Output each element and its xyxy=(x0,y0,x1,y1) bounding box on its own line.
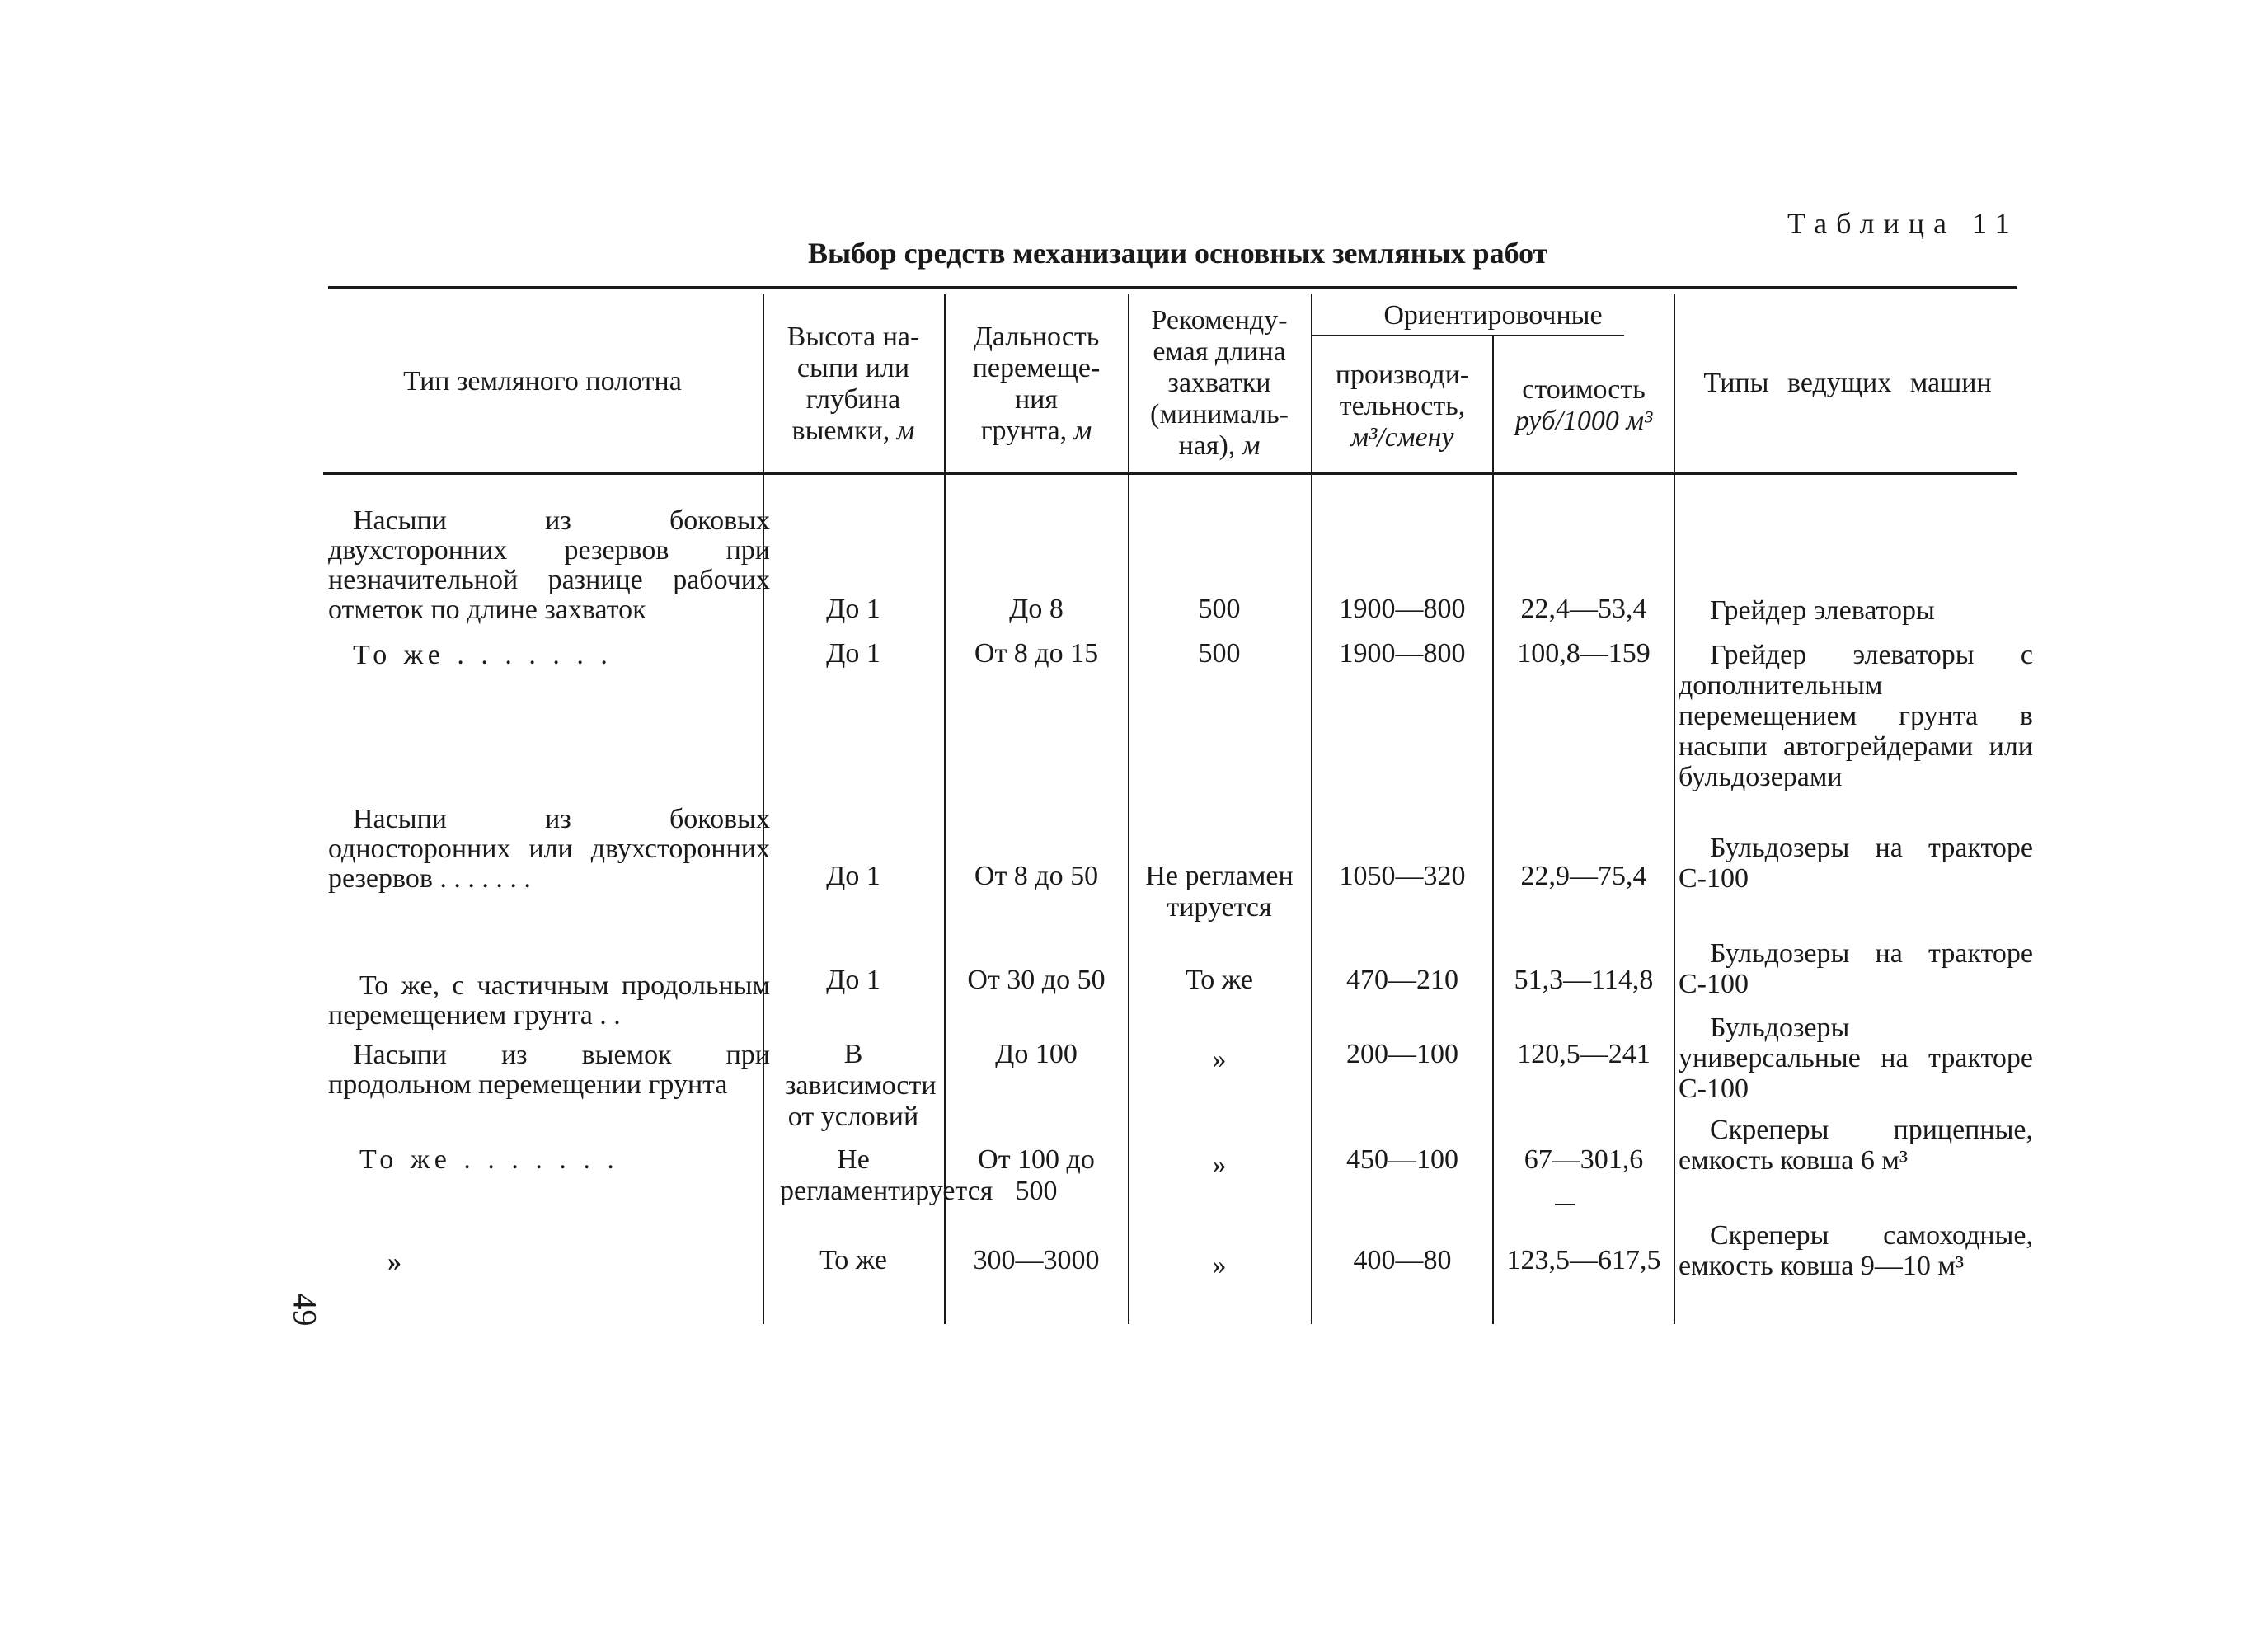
header-distance-text: Дальность перемеще- ния грунта, xyxy=(972,322,1101,446)
header-productivity xyxy=(1314,359,1491,453)
row-productivity: 400—80 xyxy=(1353,1245,1452,1275)
header-approx: Ориентировочные xyxy=(1383,300,1603,331)
cost-dash-mark xyxy=(1555,1204,1575,1205)
row-productivity: 1900—800 xyxy=(1339,594,1466,624)
row-height: В зависимости от условий xyxy=(785,1039,937,1132)
row-distance: От 30 до 50 xyxy=(967,965,1106,995)
header-bottom-rule xyxy=(323,472,2017,475)
row-height: До 1 xyxy=(826,594,880,624)
row-length: » xyxy=(1212,1149,1227,1180)
row-machines: Скреперы прицепные, емкость ковша 6 м³ xyxy=(1679,1115,2033,1176)
row-length: 500 xyxy=(1198,638,1241,669)
header-distance-unit: м xyxy=(1073,416,1092,446)
header-height-unit: м xyxy=(896,416,915,446)
header-cost-text: стоимость xyxy=(1522,374,1646,405)
row-type: То же, с частичным продольным перемещением грунта . . xyxy=(328,970,770,1031)
header-height xyxy=(767,322,940,447)
header-length-text: Рекоменду- емая длина захватки (минималь- ная), xyxy=(1150,305,1289,461)
column-divider xyxy=(1128,294,1129,1324)
row-type: » xyxy=(387,1247,401,1277)
row-height: Не регламентируется xyxy=(780,1144,993,1206)
row-cost: 22,4—53,4 xyxy=(1520,594,1647,624)
row-machines: Скреперы самоходные, емкость ковша 9—10 м³ xyxy=(1679,1220,2033,1281)
header-productivity-text: производи- тельность, xyxy=(1335,359,1470,421)
column-divider xyxy=(944,294,946,1324)
row-length: » xyxy=(1212,1250,1227,1280)
row-height: До 1 xyxy=(826,861,880,891)
row-productivity: 1900—800 xyxy=(1339,638,1466,669)
row-productivity: 1050—320 xyxy=(1339,861,1466,891)
table-title: Выбор средств механизации основных земляных работ xyxy=(808,237,1548,270)
row-machines: Бульдозеры на тракторе С-100 xyxy=(1679,833,2033,894)
row-cost: 120,5—241 xyxy=(1517,1039,1651,1069)
row-height: До 1 xyxy=(826,638,880,669)
row-type: То же . . . . . . . xyxy=(359,1144,619,1175)
header-height-text: Высота на- сыпи или глубина выемки, xyxy=(787,322,920,446)
row-cost: 123,5—617,5 xyxy=(1506,1245,1661,1275)
header-machines: Типы ведущих машин xyxy=(1703,368,1992,398)
row-type: Насыпи из боковых двухсторонних резервов при незначительной разнице рабочих отметок по длине захваток xyxy=(328,505,770,625)
page-number: 49 xyxy=(286,1293,324,1327)
row-distance: 300—3000 xyxy=(973,1245,1100,1275)
row-type: То же . . . . . . . xyxy=(353,640,613,670)
row-distance: До 100 xyxy=(995,1039,1078,1069)
header-length xyxy=(1131,305,1308,462)
header-length-unit: м xyxy=(1242,430,1261,461)
row-distance: До 8 xyxy=(1009,594,1064,624)
row-length: То же xyxy=(1186,965,1253,995)
row-height: До 1 xyxy=(826,965,880,995)
row-productivity: 200—100 xyxy=(1346,1039,1458,1069)
table-top-rule xyxy=(328,286,2017,289)
row-length: 500 xyxy=(1198,594,1241,624)
header-cost-unit: руб/1000 м³ xyxy=(1514,406,1653,436)
row-distance: От 8 до 15 xyxy=(974,638,1099,669)
row-productivity: 450—100 xyxy=(1346,1144,1458,1175)
row-machines: Бульдозеры на тракторе С-100 xyxy=(1679,938,2033,999)
row-cost: 22,9—75,4 xyxy=(1520,861,1647,891)
table-label: Таблица 11 xyxy=(1787,207,2019,240)
column-divider xyxy=(1674,294,1675,1324)
row-cost: 51,3—114,8 xyxy=(1514,965,1654,995)
row-machines: Бульдозеры универсальные на тракторе С-100 xyxy=(1679,1012,2033,1104)
row-distance: От 8 до 50 xyxy=(974,861,1099,891)
column-divider xyxy=(1311,294,1312,1324)
header-cost xyxy=(1496,374,1672,437)
row-productivity: 470—210 xyxy=(1346,965,1458,995)
row-cost: 100,8—159 xyxy=(1517,638,1651,669)
approx-group-rule xyxy=(1311,335,1624,336)
row-height: То же xyxy=(819,1245,887,1275)
header-productivity-unit: м³/смену xyxy=(1350,422,1454,453)
row-machines: Грейдер элеваторы с дополнительным перемещением грунта в насыпи автогрейдерами или бульдозерами xyxy=(1679,640,2033,792)
row-length: Не регламентируется xyxy=(1145,861,1294,923)
header-distance xyxy=(948,322,1125,447)
row-cost: 67—301,6 xyxy=(1524,1144,1644,1175)
header-type: Тип земляного полотна xyxy=(403,366,682,397)
row-type: Насыпи из выемок при продольном перемещении грунта xyxy=(328,1040,770,1100)
row-machines: Грейдер элеваторы xyxy=(1710,595,1935,626)
row-length: » xyxy=(1212,1044,1227,1074)
row-distance: От 100 до 500 xyxy=(978,1144,1095,1206)
row-type: Насыпи из боковых односторонних или двухсторонних резервов . . . . . . . xyxy=(328,804,770,894)
column-divider xyxy=(1492,336,1494,1324)
